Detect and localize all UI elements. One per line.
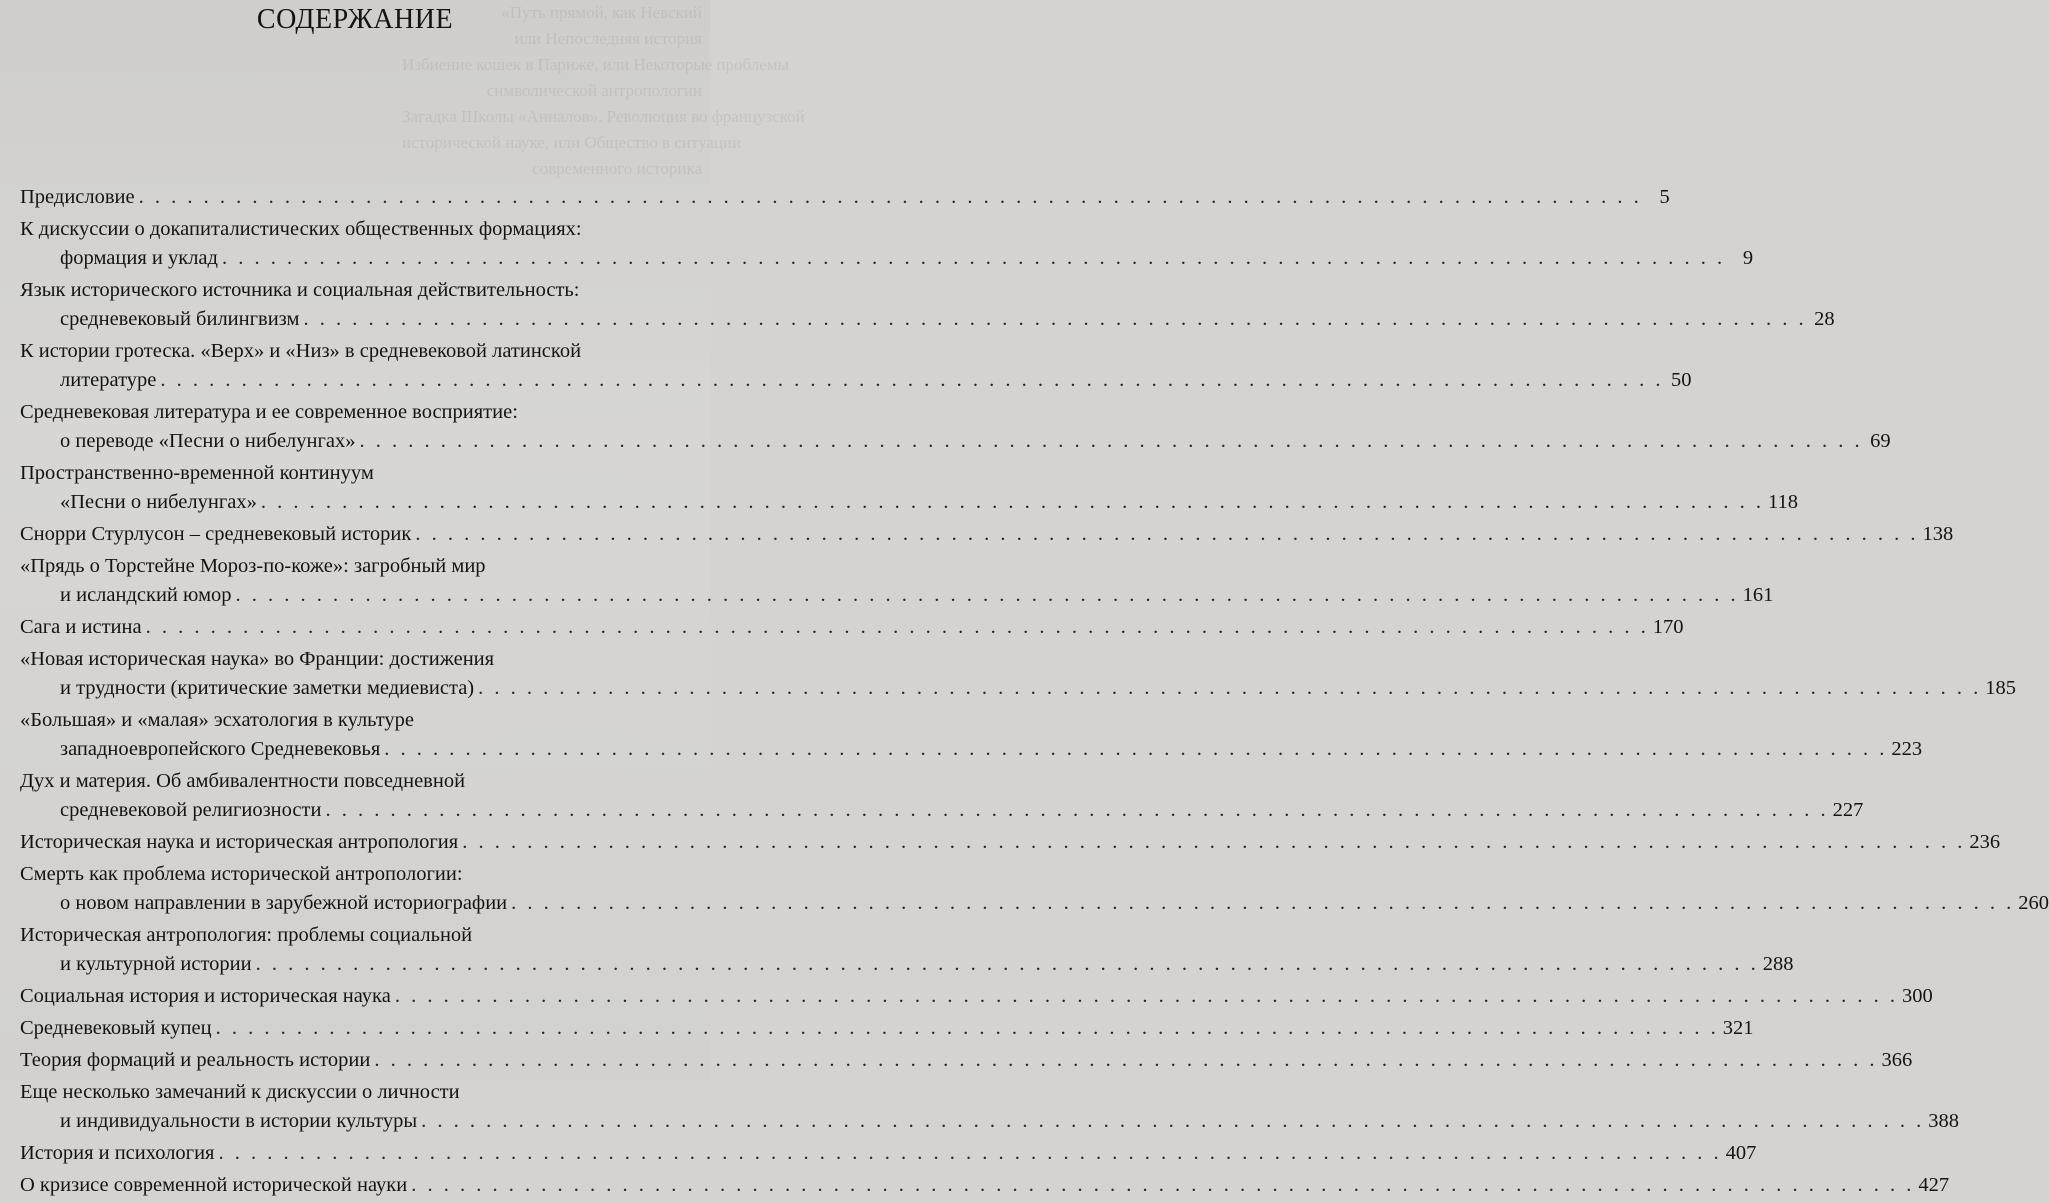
toc-entry-title-line (20, 398, 696, 427)
toc-entry-title-line (20, 1171, 1950, 1200)
toc-entry-text: западноевропейского Средневековья (60, 738, 381, 760)
toc-entry-continuation-line (20, 366, 1692, 395)
toc-entry (20, 1046, 1913, 1075)
toc-entry-text: Средневековый купец (20, 1017, 212, 1039)
toc-entry-title-line (20, 215, 696, 244)
dot-leader (395, 982, 1898, 1011)
toc-entry-text: и исландский юмор (60, 584, 232, 606)
toc-entry (20, 613, 1684, 642)
page-number: 388 (1928, 1110, 1960, 1132)
toc-entry-title-line (20, 459, 696, 488)
toc-entry-continuation-line (20, 735, 1923, 764)
toc-entry (20, 1171, 1950, 1200)
bleed-through-line: современного историка (532, 159, 702, 178)
toc-entry-text: Социальная история и историческая наука (20, 985, 391, 1007)
toc-entry-text: «Новая историческая наука» во Франции: достижения (20, 648, 495, 670)
toc-entry-title-line (20, 1014, 1754, 1043)
toc-entry-text: и индивидуальности в истории культуры (60, 1110, 418, 1132)
toc-entry (20, 1139, 1757, 1168)
toc-entry (20, 645, 2017, 703)
dot-leader (421, 1107, 1924, 1136)
toc-entry-text: «Большая» и «малая» эсхатология в культуре (20, 709, 415, 731)
toc-entry (20, 459, 1798, 517)
toc-entry (20, 398, 1891, 456)
toc-entry-continuation-line (20, 244, 1754, 273)
toc-entry (20, 706, 1923, 764)
toc-entry-continuation-line (20, 950, 1794, 979)
page-number: 288 (1762, 953, 1794, 975)
toc-entry (20, 1014, 1754, 1043)
page-number: 300 (1901, 985, 1933, 1007)
page-number: 223 (1891, 738, 1923, 760)
page-number: 321 (1722, 1017, 1754, 1039)
toc-entry-title-line (20, 828, 2001, 857)
toc-entry-text: Язык исторического источника и социальная действительность: (20, 279, 580, 301)
toc-entry-text: «Песни о нибелунгах» (60, 491, 257, 513)
dot-leader (236, 581, 1739, 610)
toc-entry-text: Средневековая литература и ее современное восприятие: (20, 401, 518, 423)
dot-leader (511, 889, 2014, 918)
toc-entry (20, 767, 1864, 825)
toc-entry-continuation-line (20, 1107, 1960, 1136)
toc-entry-title-line (20, 183, 1670, 212)
page-number: 5 (1659, 186, 1670, 208)
toc-entry-text: К дискуссии о докапиталистических общественных формациях: (20, 218, 582, 240)
toc-entry-text: Предисловие (20, 186, 135, 208)
dot-leader (256, 950, 1759, 979)
toc-entry (20, 921, 1794, 979)
toc-entry (20, 982, 1933, 1011)
dot-leader (222, 244, 1725, 273)
page-number: 366 (1881, 1049, 1913, 1071)
toc-entry-continuation-line (20, 488, 1798, 517)
page-number: 118 (1768, 491, 1798, 513)
page-number: 9 (1742, 247, 1754, 269)
toc-entry-title-line (20, 613, 1684, 642)
bleed-through-line: Избиение кошек в Париже, или Некоторые проблемы (402, 55, 789, 74)
page-number: 170 (1652, 616, 1684, 638)
toc-entry-text: и трудности (критические заметки медиевиста) (60, 677, 475, 699)
dot-leader (139, 183, 1642, 212)
dot-leader (384, 735, 1887, 764)
toc-entry-title-line (20, 767, 696, 796)
page-number: 185 (1985, 677, 2017, 699)
dot-leader (415, 520, 1918, 549)
dot-leader (303, 305, 1806, 334)
toc-entry-title-line (20, 645, 696, 674)
toc-entry (20, 276, 1835, 334)
toc-entry-text: Дух и материя. Об амбивалентности повседневной (20, 770, 466, 792)
toc-entry (20, 1078, 1960, 1136)
dot-leader (261, 488, 1764, 517)
page-number: 227 (1832, 799, 1864, 821)
toc-entry-continuation-line (20, 305, 1835, 334)
toc-entry-text: Смерть как проблема исторической антропологии: (20, 863, 463, 885)
dot-leader (374, 1046, 1877, 1075)
page-number: 50 (1671, 369, 1692, 391)
toc-entry-continuation-line (20, 796, 1864, 825)
bleed-through-line: «Путь прямой, как Невский (501, 3, 702, 22)
page-number: 69 (1870, 430, 1891, 452)
page-title: СОДЕРЖАНИЕ (256, 4, 454, 35)
page-number: 138 (1922, 523, 1954, 545)
toc-entry-continuation-line (20, 674, 2017, 703)
toc-entry-text: Еще несколько замечаний к дискуссии о личности (20, 1081, 460, 1103)
toc-entry (20, 828, 2001, 857)
toc-entry (20, 860, 2049, 918)
page-number: 407 (1725, 1142, 1757, 1164)
page-number: 161 (1742, 584, 1774, 606)
page-number: 260 (2018, 892, 2049, 914)
toc-entry-title-line (20, 706, 696, 735)
toc-entry-text: литературе (60, 369, 157, 391)
toc-entry (20, 520, 1954, 549)
dot-leader (325, 796, 1828, 825)
dot-leader (219, 1139, 1722, 1168)
toc-entry-title-line (20, 1046, 1913, 1075)
toc-entry-title-line (20, 552, 696, 581)
toc-entry-text: и культурной истории (60, 953, 252, 975)
page-number: 427 (1918, 1174, 1950, 1196)
toc-entry-text: Сага и истина (20, 616, 142, 638)
toc-entry-text: Теория формаций и реальность истории (20, 1049, 371, 1071)
toc-entry-text: Историческая антропология: проблемы социальной (20, 924, 473, 946)
dot-leader (146, 613, 1649, 642)
toc-entry-title-line (20, 860, 696, 889)
dot-leader (462, 828, 1965, 857)
toc-entry-title-line (20, 982, 1933, 1011)
toc-entry (20, 183, 1670, 212)
toc-entry-continuation-line (20, 427, 1891, 456)
toc-entry-text: Снорри Стурлусон – средневековый историк (20, 523, 412, 545)
dot-leader (478, 674, 1981, 703)
toc-entry-text: О кризисе современной исторической науки (20, 1174, 408, 1196)
toc-entry (20, 337, 1692, 395)
page-number: 236 (1969, 831, 2001, 853)
toc-entry-continuation-line (20, 889, 2049, 918)
page-number: 28 (1814, 308, 1835, 330)
toc-entry-title-line (20, 276, 696, 305)
toc-entry-continuation-line (20, 581, 1774, 610)
toc-entry-text: Пространственно-временной континуум (20, 462, 374, 484)
toc-entry-title-line (20, 520, 1954, 549)
toc-entry (20, 552, 1774, 610)
toc-entry-text: о новом направлении в зарубежной историографии (60, 892, 508, 914)
dot-leader (160, 366, 1663, 395)
bleed-through-line: исторической науке, или Общество в ситуации (402, 133, 742, 152)
table-of-contents (20, 183, 2049, 1203)
bleed-through-line: Загадка Школы «Анналов». Революция во французской (402, 107, 805, 126)
toc-entry-title-line (20, 1139, 1757, 1168)
toc-entry-text: К истории гротеска. «Верх» и «Низ» в средневековой латинской (20, 340, 582, 362)
toc-entry-title-line (20, 1078, 696, 1107)
toc-entry-text: о переводе «Песни о нибелунгах» (60, 430, 356, 452)
bleed-through-line: символической антропологии (486, 81, 702, 100)
toc-entry-title-line (20, 921, 696, 950)
toc-entry-text: Историческая наука и историческая антропология (20, 831, 459, 853)
dot-leader (216, 1014, 1719, 1043)
dot-leader (360, 427, 1863, 456)
toc-entry-text: формация и уклад (60, 247, 218, 269)
dot-leader (411, 1171, 1914, 1200)
toc-entry-text: средневековой религиозности (60, 799, 322, 821)
toc-entry-title-line (20, 337, 696, 366)
toc-entry-text: История и психология (20, 1142, 215, 1164)
toc-entry-text: средневековый билингвизм (60, 308, 300, 330)
toc-entry (20, 215, 1754, 273)
bleed-through-line: или Непоследняя история (514, 29, 702, 48)
toc-entry-text: «Прядь о Торстейне Мороз-по-коже»: загробный мир (20, 555, 486, 577)
